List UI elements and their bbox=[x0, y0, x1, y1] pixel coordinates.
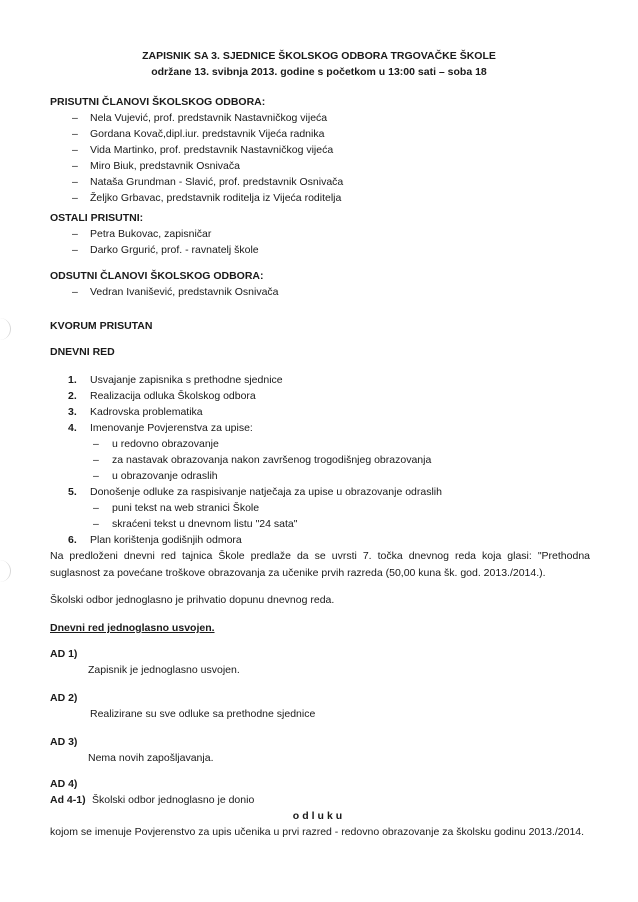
document-title: ZAPISNIK SA 3. SJEDNICE ŠKOLSKOG ODBORA TRGOVAČKE ŠKOLE bbox=[142, 50, 496, 62]
ad-label: AD 4) bbox=[50, 778, 78, 790]
agenda-sublist bbox=[90, 502, 442, 534]
absent-heading: ODSUTNI ČLANOVI ŠKOLSKOG ODBORA: bbox=[50, 270, 264, 282]
agenda-item: 1. Usvajanje zapisnika s prethodne sjednice bbox=[68, 374, 283, 386]
list-item: – u obrazovanje odraslih bbox=[90, 470, 442, 486]
list-item: – Nataša Grundman - Slavić, prof. predstavnik Osnivača bbox=[72, 176, 343, 192]
ad-label: AD 2) bbox=[50, 692, 78, 704]
others-heading: OSTALI PRISUTNI: bbox=[50, 212, 144, 224]
quorum-statement: KVORUM PRISUTAN bbox=[50, 320, 153, 332]
list-item: – Miro Biuk, predstavnik Osnivača bbox=[72, 160, 343, 176]
ad-text: Nema novih zapošljavanja. bbox=[88, 752, 214, 764]
absent-list bbox=[72, 286, 279, 302]
others-list bbox=[72, 228, 259, 260]
list-item: – Nela Vujević, prof. predstavnik Nastavničkog vijeća bbox=[72, 112, 343, 128]
ad-text: Zapisnik je jednoglasno usvojen. bbox=[88, 664, 240, 676]
list-item: – Vedran Ivanišević, predstavnik Osnivača bbox=[72, 286, 279, 302]
list-item: – u redovno obrazovanje bbox=[90, 438, 442, 454]
ad-label: AD 1) bbox=[50, 648, 78, 660]
scan-edge-mark bbox=[0, 560, 11, 582]
agenda-item: 6. Plan korištenja godišnjih odmora bbox=[68, 534, 242, 546]
list-item: – Petra Bukovac, zapisničar bbox=[72, 228, 259, 244]
document-subtitle: održane 13. svibnja 2013. godine s početkom u 13:00 sati – soba 18 bbox=[151, 66, 487, 78]
list-item: – skraćeni tekst u dnevnom listu "24 sata" bbox=[90, 518, 442, 534]
ad-text: Realizirane su sve odluke sa prethodne sjednice bbox=[90, 708, 316, 720]
agenda-item: 2. Realizacija odluka Školskog odbora bbox=[68, 390, 256, 402]
decision-word: odluku bbox=[292, 810, 346, 822]
accepted-paragraph: Školski odbor jednoglasno je prihvatio dopunu dnevnog reda. bbox=[50, 594, 335, 606]
agenda-adopted: Dnevni red jednoglasno usvojen. bbox=[50, 622, 215, 634]
agenda-item: 5. Donošenje odluke za raspisivanje natječaja za upise u obrazovanje odraslih – puni tekst na web stranici Škole – skraćeni tekst u dnevnom listu "24 sata" bbox=[68, 486, 442, 534]
present-heading: PRISUTNI ČLANOVI ŠKOLSKOG ODBORA: bbox=[50, 96, 266, 108]
scan-edge-mark bbox=[0, 318, 11, 340]
list-item: – Vida Martinko, prof. predstavnik Nastavničkog vijeća bbox=[72, 144, 343, 160]
list-item: – Gordana Kovač,dipl.iur. predstavnik Vijeća radnika bbox=[72, 128, 343, 144]
list-item: – Željko Grbavac, predstavnik roditelja iz Vijeća roditelja bbox=[72, 192, 343, 208]
agenda-sublist bbox=[90, 438, 442, 486]
proposal-paragraph: Na predloženi dnevni red tajnica Škole predlaže da se uvrsti 7. točka dnevnog reda koja glasi: "Prethodna suglasnost za povećane troškove obrazovanja za učenike prvih razreda (50,00 kuna šk. god. 2013./2014.). bbox=[50, 550, 590, 579]
agenda-item: 4. Imenovanje Povjerenstva za upise: – u redovno obrazovanje – za nastavak obrazovanja nakon završenog trogodišnjeg obrazovanja – u obrazovanje odraslih bbox=[68, 422, 442, 486]
ad-label: AD 3) bbox=[50, 736, 78, 748]
ad41-text: Školski odbor jednoglasno je donio bbox=[92, 794, 255, 806]
present-list bbox=[72, 112, 343, 208]
decision-text: kojom se imenuje Povjerenstvo za upis učenika u prvi razred - redovno obrazovanje za školsku godinu 2013./2014. bbox=[50, 826, 585, 838]
ad41-label: Ad 4-1) bbox=[50, 794, 86, 806]
list-item: – za nastavak obrazovanja nakon završenog trogodišnjeg obrazovanja bbox=[90, 454, 442, 470]
list-item: – Darko Grgurić, prof. - ravnatelj škole bbox=[72, 244, 259, 260]
list-item: – puni tekst na web stranici Škole bbox=[90, 502, 442, 518]
agenda-list bbox=[68, 374, 442, 550]
agenda-item: 3. Kadrovska problematika bbox=[68, 406, 203, 418]
agenda-heading: DNEVNI RED bbox=[50, 346, 115, 358]
